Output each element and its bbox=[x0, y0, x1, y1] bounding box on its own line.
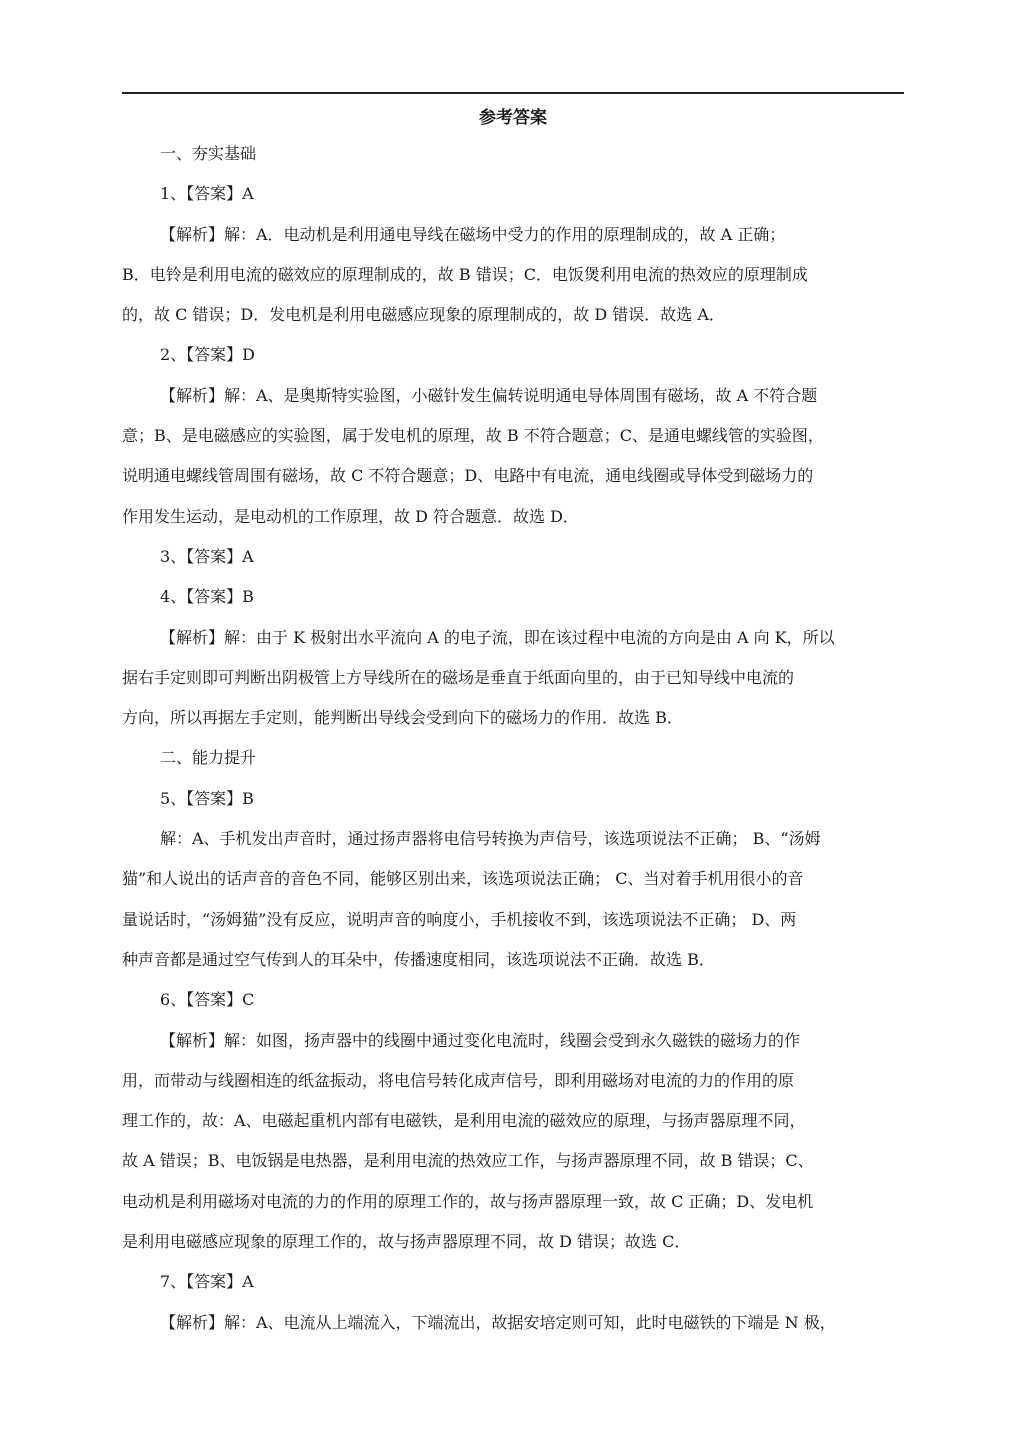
text-line: 意；B、是电磁感应的实验图，属于发电机的原理，故 B 不符合题意；C、是通电螺线管的实验图， bbox=[122, 426, 824, 446]
text-line: 作用发生运动，是电动机的工作原理，故 D 符合题意．故选 D． bbox=[122, 506, 579, 526]
text-line: 3、【答案】A bbox=[160, 546, 254, 566]
text-line: 【解析】解：由于 K 极射出水平流向 A 的电子流，即在该过程中电流的方向是由 A 向 K，所以 bbox=[160, 627, 835, 647]
page-title: 参考答案 bbox=[479, 108, 547, 128]
text-line: 【解析】解：A、电流从上端流入，下端流出，故据安培定则可知，此时电磁铁的下端是 N 极， bbox=[160, 1312, 836, 1332]
text-line: 一、夯实基础 bbox=[160, 144, 257, 163]
text-line: 二、能力提升 bbox=[160, 748, 257, 768]
text-line: 用，而带动与线圈相连的纸盆振动，将电信号转化成声信号，即利用磁场对电流的力的作用的原 bbox=[122, 1070, 795, 1090]
text-line: 2、【答案】D bbox=[160, 345, 256, 365]
text-line: 1、【答案】A bbox=[160, 184, 254, 204]
text-line: 故 A 错误；B、电饭锅是电热器，是利用电流的热效应工作，与扬声器原理不同，故 B 错误；C、 bbox=[122, 1151, 814, 1171]
text-line: 7、【答案】A bbox=[160, 1272, 254, 1292]
answer-body bbox=[122, 134, 904, 1343]
text-line: 说明通电螺线管周围有磁场，故 C 不符合题意；D、电路中有电流，通电线圈或导体受到磁场力的 bbox=[122, 466, 814, 486]
text-line: 4、【答案】B bbox=[160, 587, 254, 607]
text-line: 解：A、手机发出声音时，通过扬声器将电信号转换为声信号，该选项说法不正确； B、“汤姆 bbox=[160, 829, 821, 849]
text-line: 猫”和人说出的话声音的音色不同，能够区别出来，该选项说法正确； C、当对着手机用很小的音 bbox=[122, 869, 804, 889]
text-line: 是利用电磁感应现象的原理工作的，故与扬声器原理不同，故 D 错误；故选 C． bbox=[122, 1232, 691, 1252]
text-line: 6、【答案】C bbox=[160, 990, 255, 1010]
text-line: B．电铃是利用电流的磁效应的原理制成的，故 B 错误；C．电饭煲利用电流的热效应的原理制成 bbox=[122, 264, 808, 284]
text-line: 方向，所以再据左手定则，能判断出导线会受到向下的磁场力的作用．故选 B． bbox=[122, 708, 683, 728]
text-line: 据右手定则即可判断出阴极管上方导线所在的磁场是垂直于纸面向里的，由于已知导线中电流的 bbox=[122, 667, 795, 687]
text-line: 电动机是利用磁场对电流的力的作用的原理工作的，故与扬声器原理一致，故 C 正确；D、发电机 bbox=[122, 1191, 814, 1211]
text-line: 理工作的，故：A、电磁起重机内部有电磁铁，是利用电流的磁效应的原理，与扬声器原理不同， bbox=[122, 1111, 806, 1131]
text-line: 【解析】解：A．电动机是利用通电导线在磁场中受力的作用的原理制成的，故 A 正确； bbox=[160, 224, 786, 244]
text-line: 【解析】解：A、是奥斯特实验图，小磁针发生偏转说明通电导体周围有磁场，故 A 不符合题 bbox=[160, 385, 818, 405]
header-rule bbox=[122, 92, 904, 94]
text-line: 种声音都是通过空气传到人的耳朵中，传播速度相同，该选项说法不正确．故选 B． bbox=[122, 949, 715, 969]
answer-page bbox=[122, 102, 904, 1343]
text-line: 量说话时，“汤姆猫”没有反应，说明声音的响度小，手机接收不到，该选项说法不正确； D、两 bbox=[122, 909, 797, 929]
text-line: 的，故 C 错误；D．发电机是利用电磁感应现象的原理制成的，故 D 错误．故选 A． bbox=[122, 305, 725, 325]
text-line: 【解析】解：如图，扬声器中的线圈中通过变化电流时，线圈会受到永久磁铁的磁场力的作 bbox=[160, 1030, 801, 1050]
text-line: 5、【答案】B bbox=[160, 788, 254, 808]
